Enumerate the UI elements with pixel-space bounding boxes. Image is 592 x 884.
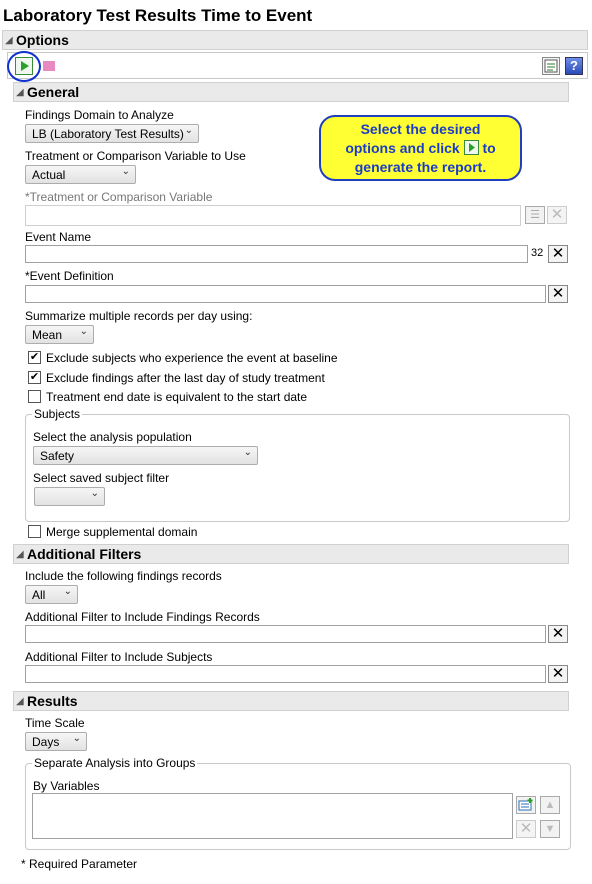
remove-variable-button: ✕ — [547, 206, 567, 224]
event-name-maxlen: 32 — [531, 247, 544, 259]
event-name-input[interactable] — [25, 245, 528, 263]
analysis-population-select[interactable]: Safety ⌄ — [33, 446, 258, 465]
treatment-end-label: Treatment end date is equivalent to the start date — [46, 390, 308, 404]
report-icon — [543, 58, 559, 74]
exclude-baseline-checkbox[interactable]: ✔ — [29, 351, 40, 363]
chevron-down-icon: ⌄ — [90, 488, 99, 499]
options-toolbar — [7, 52, 588, 79]
general-section-header[interactable] — [13, 82, 569, 102]
chevron-down-icon: ⌄ — [184, 125, 193, 136]
move-down-button — [540, 820, 560, 838]
by-variables-list[interactable] — [32, 793, 513, 839]
event-name-label: Event Name — [25, 230, 92, 244]
arrow-up-icon: ▲ — [544, 799, 556, 811]
chevron-down-icon: ⌄ — [79, 326, 88, 337]
include-findings-label: Include the following findings records — [25, 569, 222, 583]
additional-filters-section-header[interactable] — [13, 544, 569, 564]
event-definition-input[interactable] — [25, 285, 546, 303]
remove-by-variable-button: ✕ — [516, 820, 536, 838]
chevron-down-icon: ⌄ — [121, 166, 130, 177]
findings-domain-select[interactable]: LB (Laboratory Test Results) ⌄ — [25, 124, 199, 143]
run-button[interactable] — [15, 57, 33, 75]
collapse-triangle-icon[interactable]: ◢ — [16, 696, 24, 707]
callout-line3: generate the report. — [354, 159, 487, 175]
results-section-header[interactable] — [13, 691, 569, 711]
move-up-button — [540, 796, 560, 814]
include-findings-select[interactable]: All ⌄ — [25, 585, 78, 604]
required-parameter-note: * Required Parameter — [21, 857, 138, 871]
arrow-down-icon: ▼ — [544, 823, 556, 835]
window-title: Laboratory Test Results Time to Event — [3, 6, 313, 25]
results-header-label: Results — [27, 693, 78, 709]
clear-filter-subjects-button[interactable]: ✕ — [548, 665, 568, 683]
separate-analysis-group-label: Separate Analysis into Groups — [34, 756, 196, 770]
chevron-down-icon: ⌄ — [243, 447, 252, 458]
add-variable-button — [525, 206, 545, 224]
filter-subjects-input[interactable] — [25, 665, 546, 683]
options-section-header[interactable] — [2, 30, 588, 50]
chevron-down-icon: ⌄ — [63, 586, 72, 597]
filter-findings-label: Additional Filter to Include Findings Records — [25, 610, 260, 624]
merge-supp-label: Merge supplemental domain — [46, 525, 198, 539]
saved-filter-label: Select saved subject filter — [33, 471, 170, 485]
add-list-icon — [517, 797, 535, 813]
stop-icon — [42, 59, 57, 73]
analysis-population-label: Select the analysis population — [33, 430, 192, 444]
collapse-triangle-icon[interactable]: ◢ — [16, 87, 24, 98]
event-definition-label: *Event Definition — [25, 269, 114, 283]
general-header-label: General — [27, 84, 80, 100]
filter-findings-input[interactable] — [25, 625, 546, 643]
callout-line1: Select the desired — [360, 121, 481, 137]
callout-play-icon — [464, 140, 479, 155]
findings-domain-label: Findings Domain to Analyze — [25, 108, 174, 122]
subjects-group-label: Subjects — [34, 407, 81, 421]
clear-event-name-button[interactable]: ✕ — [548, 245, 568, 263]
exclude-after-last-checkbox[interactable]: ✔ — [29, 371, 40, 383]
treatment-var-label: Treatment or Comparison Variable to Use — [25, 149, 246, 163]
collapse-triangle-icon[interactable]: ◢ — [16, 549, 24, 560]
treatment-var-select[interactable]: Actual ⌄ — [25, 165, 136, 184]
play-icon — [16, 58, 32, 74]
by-variables-label: By Variables — [33, 779, 100, 793]
collapse-triangle-icon[interactable]: ◢ — [5, 35, 13, 46]
exclude-after-last-label: Exclude findings after the last day of study treatment — [46, 371, 325, 385]
report-button[interactable] — [542, 57, 560, 75]
time-scale-select[interactable]: Days ⌄ — [25, 732, 87, 751]
filter-subjects-label: Additional Filter to Include Subjects — [25, 650, 213, 664]
clear-event-definition-button[interactable]: ✕ — [548, 285, 568, 303]
treatment-comparison-label: *Treatment or Comparison Variable — [25, 190, 213, 204]
help-button[interactable] — [565, 57, 583, 75]
add-by-variable-button[interactable] — [516, 796, 536, 814]
summarize-select[interactable]: Mean ⌄ — [25, 325, 94, 344]
summarize-label: Summarize multiple records per day using: — [25, 309, 253, 323]
merge-supp-checkbox[interactable] — [28, 525, 41, 538]
additional-filters-header-label: Additional Filters — [27, 546, 142, 562]
treatment-comparison-list — [25, 205, 521, 226]
add-list-icon: ☰ — [530, 209, 540, 221]
options-header-label: Options — [16, 32, 69, 48]
treatment-end-checkbox[interactable] — [28, 390, 41, 403]
stop-button[interactable] — [42, 59, 57, 73]
clear-filter-findings-button[interactable]: ✕ — [548, 625, 568, 643]
help-icon: ? — [570, 58, 578, 73]
chevron-down-icon: ⌄ — [72, 733, 81, 744]
exclude-baseline-label: Exclude subjects who experience the event at baseline — [46, 351, 338, 365]
instruction-callout — [319, 115, 522, 181]
callout-line2: options and click to — [345, 140, 496, 156]
saved-filter-select[interactable] — [34, 487, 105, 506]
time-scale-label: Time Scale — [25, 716, 85, 730]
